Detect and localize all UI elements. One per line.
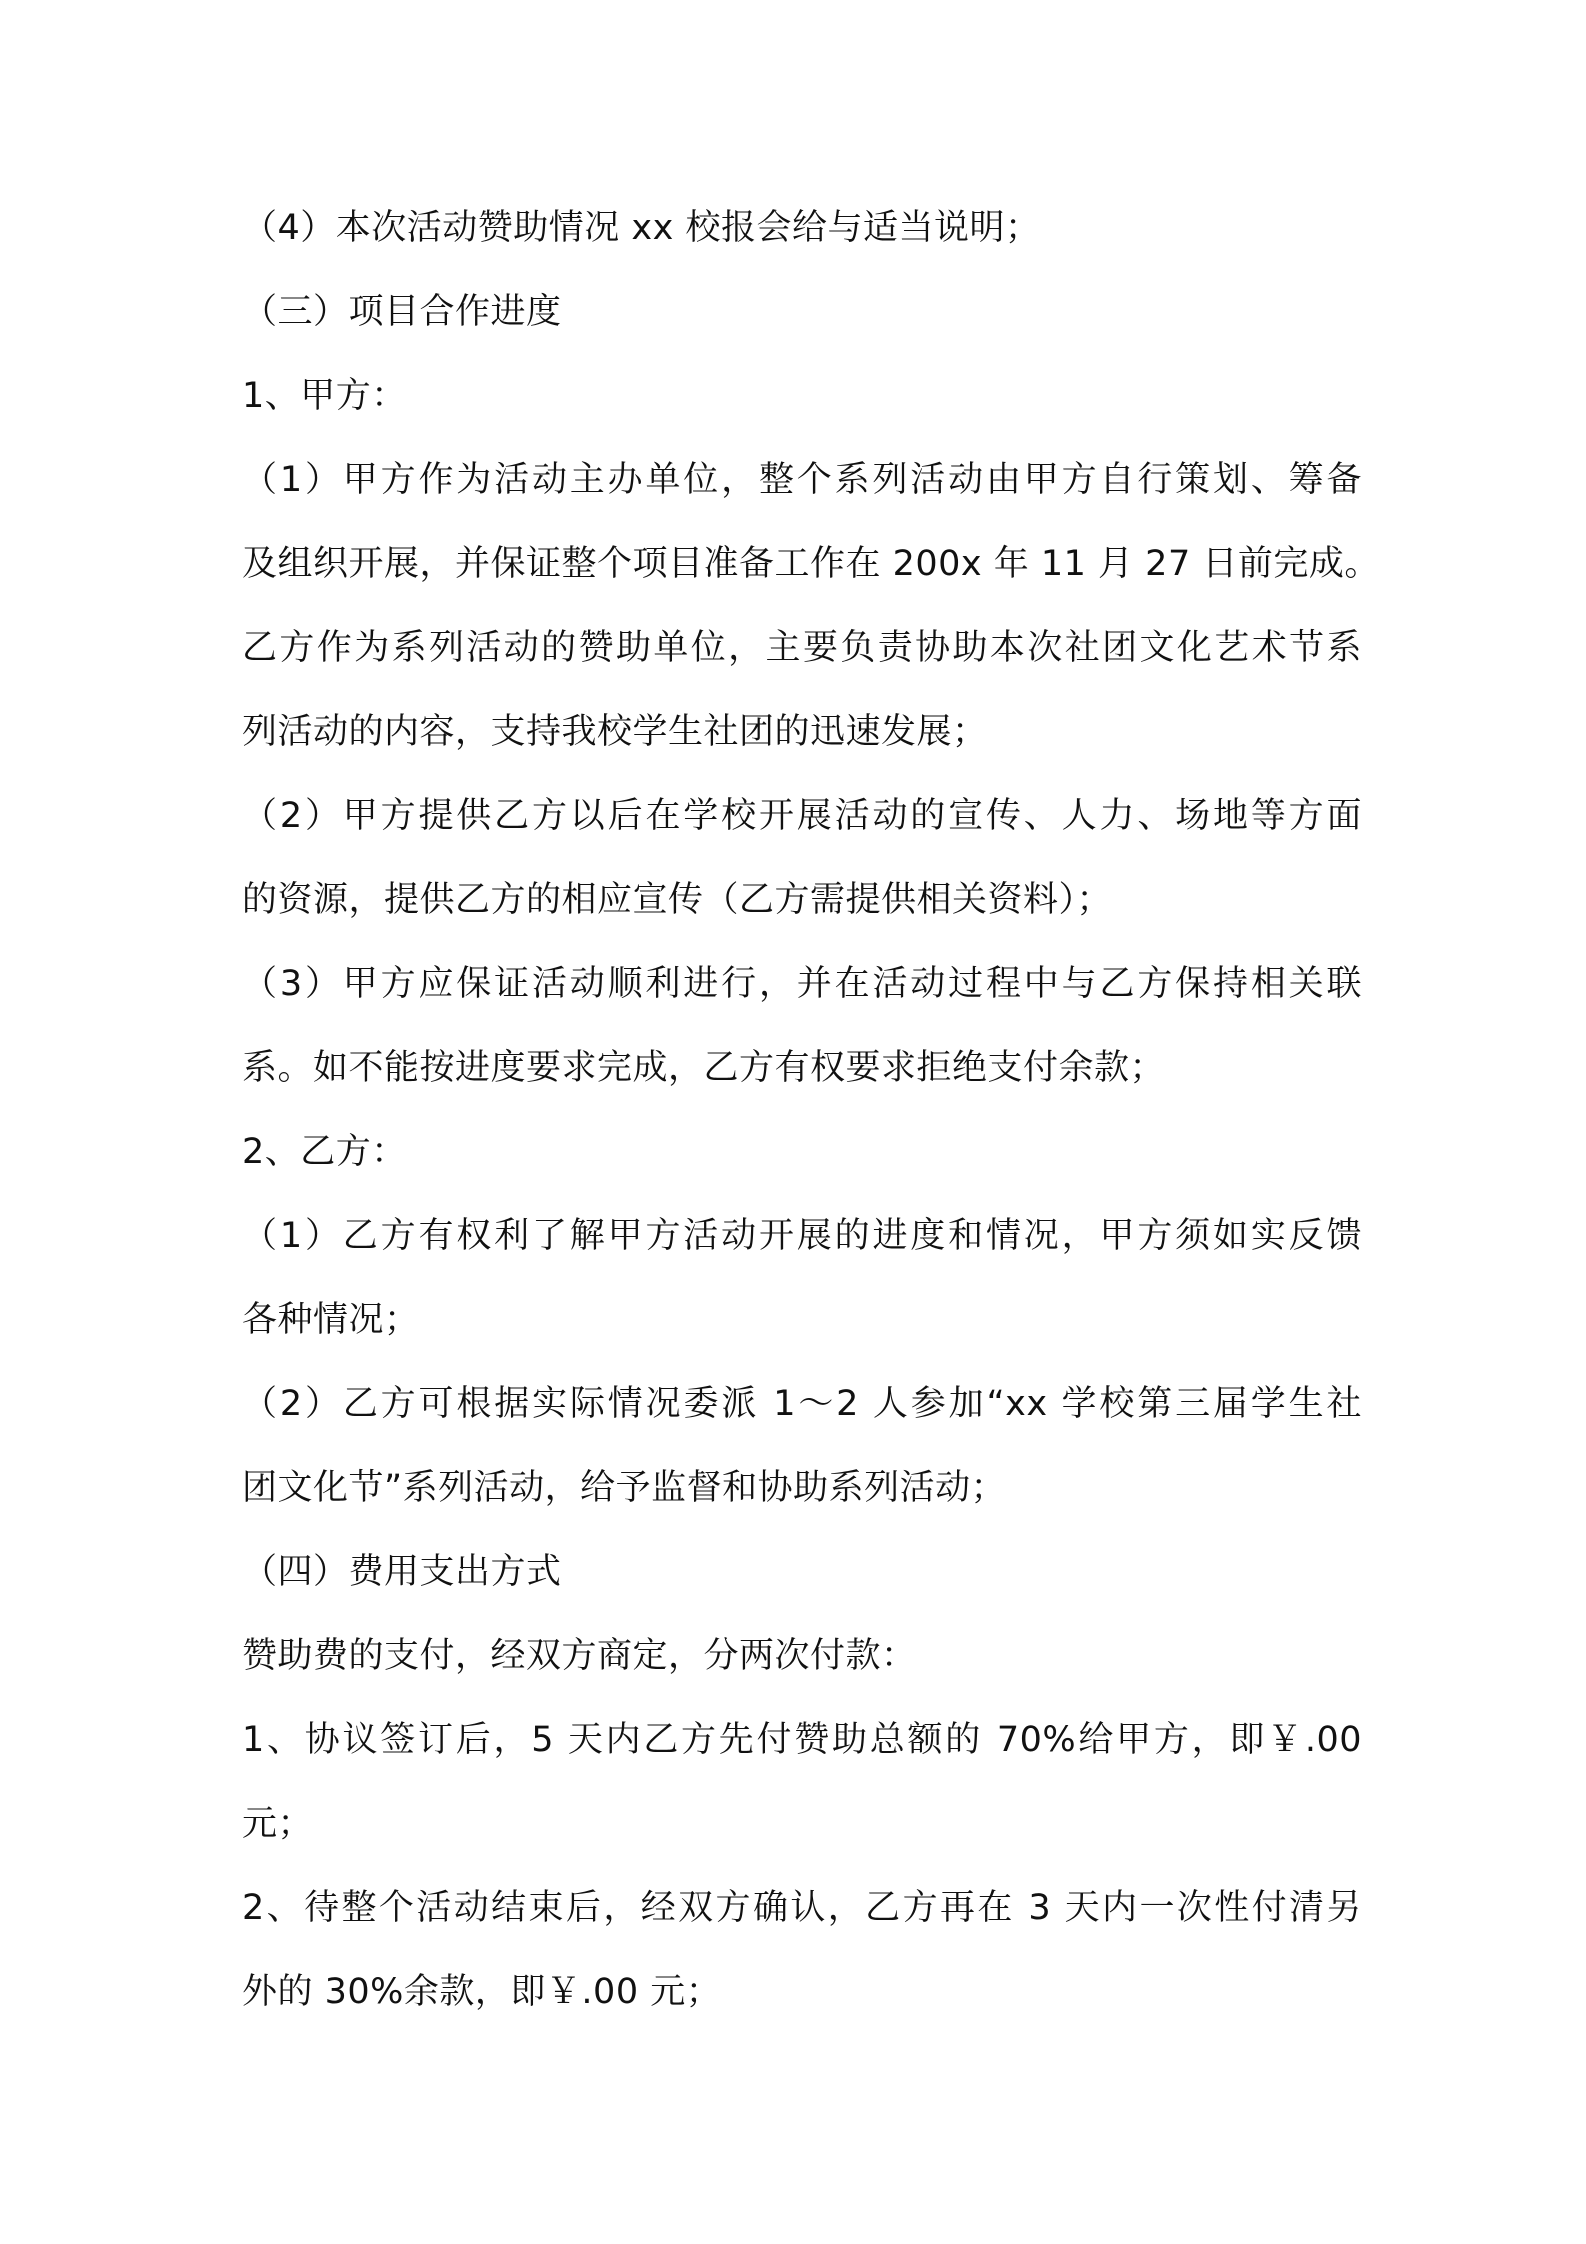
party-a-clause-2-line-2: 的资源，提供乙方的相应宣传（乙方需提供相关资料）；: [242, 880, 1113, 920]
party-b-heading: 2、乙方：: [242, 1132, 407, 1172]
section-3-heading: （三）项目合作进度: [242, 292, 562, 332]
party-b-clause-1-line-1: （1）乙方有权利了解甲方活动开展的进度和情况，甲方须如实反馈: [242, 1216, 1362, 1256]
party-a-heading: 1、甲方：: [242, 376, 407, 416]
payment-item-2-line-1: 2、待整个活动结束后，经双方确认，乙方再在 3 天内一次性付清另: [242, 1888, 1362, 1928]
party-a-clause-1-line-3: 乙方作为系列活动的赞助单位，主要负责协助本次社团文化艺术节系: [242, 628, 1362, 668]
party-a-clause-1-line-2: 及组织开展，并保证整个项目准备工作在 200x 年 11 月 27 日前完成。: [242, 544, 1380, 584]
payment-intro: 赞助费的支付，经双方商定，分两次付款：: [242, 1636, 917, 1676]
party-b-clause-2-line-2: 团文化节”系列活动，给予监督和协助系列活动；: [242, 1468, 1007, 1508]
party-a-clause-3-line-1: （3）甲方应保证活动顺利进行，并在活动过程中与乙方保持相关联: [242, 964, 1362, 1004]
clause-4-sponsorship-note: （4）本次活动赞助情况 xx 校报会给与适当说明；: [242, 208, 1041, 248]
payment-item-1-line-1: 1、协议签订后，5 天内乙方先付赞助总额的 70%给甲方，即￥.00: [242, 1720, 1362, 1760]
payment-item-1-line-2: 元；: [242, 1804, 314, 1844]
payment-item-2-line-2: 外的 30%余款，即￥.00 元；: [242, 1972, 722, 2012]
party-b-clause-2-line-1: （2）乙方可根据实际情况委派 1～2 人参加“xx 学校第三届学生社: [242, 1384, 1362, 1424]
party-a-clause-2-line-1: （2）甲方提供乙方以后在学校开展活动的宣传、人力、场地等方面: [242, 796, 1362, 836]
section-4-heading: （四）费用支出方式: [242, 1552, 562, 1592]
party-a-clause-1-line-4: 列活动的内容，支持我校学生社团的迅速发展；: [242, 712, 988, 752]
party-a-clause-3-line-2: 系。如不能按进度要求完成，乙方有权要求拒绝支付余款；: [242, 1048, 1166, 1088]
party-a-clause-1-line-1: （1）甲方作为活动主办单位，整个系列活动由甲方自行策划、筹备: [242, 460, 1362, 500]
party-b-clause-1-line-2: 各种情况；: [242, 1300, 420, 1340]
